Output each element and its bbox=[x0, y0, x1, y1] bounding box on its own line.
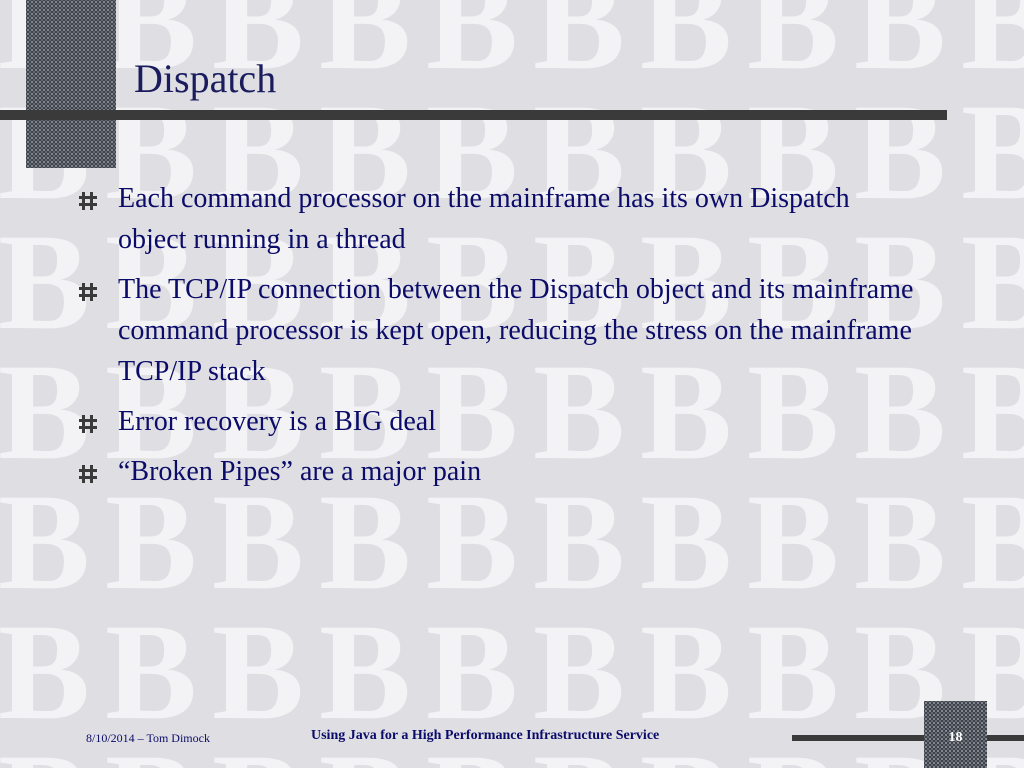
bullet-item bbox=[78, 401, 918, 442]
footer-bar-right bbox=[987, 735, 1024, 741]
bullet-text: Error recovery is a BIG deal bbox=[118, 406, 436, 437]
slide-title: Dispatch bbox=[134, 56, 277, 101]
bullet-item bbox=[78, 178, 918, 260]
footer-date-author: 8/10/2014 – Tom Dimock bbox=[86, 731, 210, 745]
bullet-text: “Broken Pipes” are a major pain bbox=[118, 456, 482, 487]
footer-bar bbox=[792, 735, 924, 741]
bullet-item bbox=[78, 451, 918, 492]
bullet-item bbox=[78, 269, 918, 392]
hash-bullet-icon bbox=[78, 191, 98, 211]
hash-bullet-icon bbox=[78, 414, 98, 434]
bullet-text: The TCP/IP connection between the Dispatch object and its mainframe command processor is kept open, reducing the stress on the mainframe TCP/IP stack bbox=[118, 274, 914, 387]
bullet-text: Each command processor on the mainframe has its own Dispatch object running in a thread bbox=[118, 183, 850, 255]
top-left-textured-block bbox=[26, 0, 116, 168]
bullet-list bbox=[78, 178, 918, 501]
title-underline-bar bbox=[0, 110, 947, 120]
page-number: 18 bbox=[948, 730, 963, 745]
hash-bullet-icon bbox=[78, 464, 98, 484]
hash-bullet-icon bbox=[78, 282, 98, 302]
footer-presentation-title: Using Java for a High Performance Infrastructure Service bbox=[311, 728, 660, 743]
